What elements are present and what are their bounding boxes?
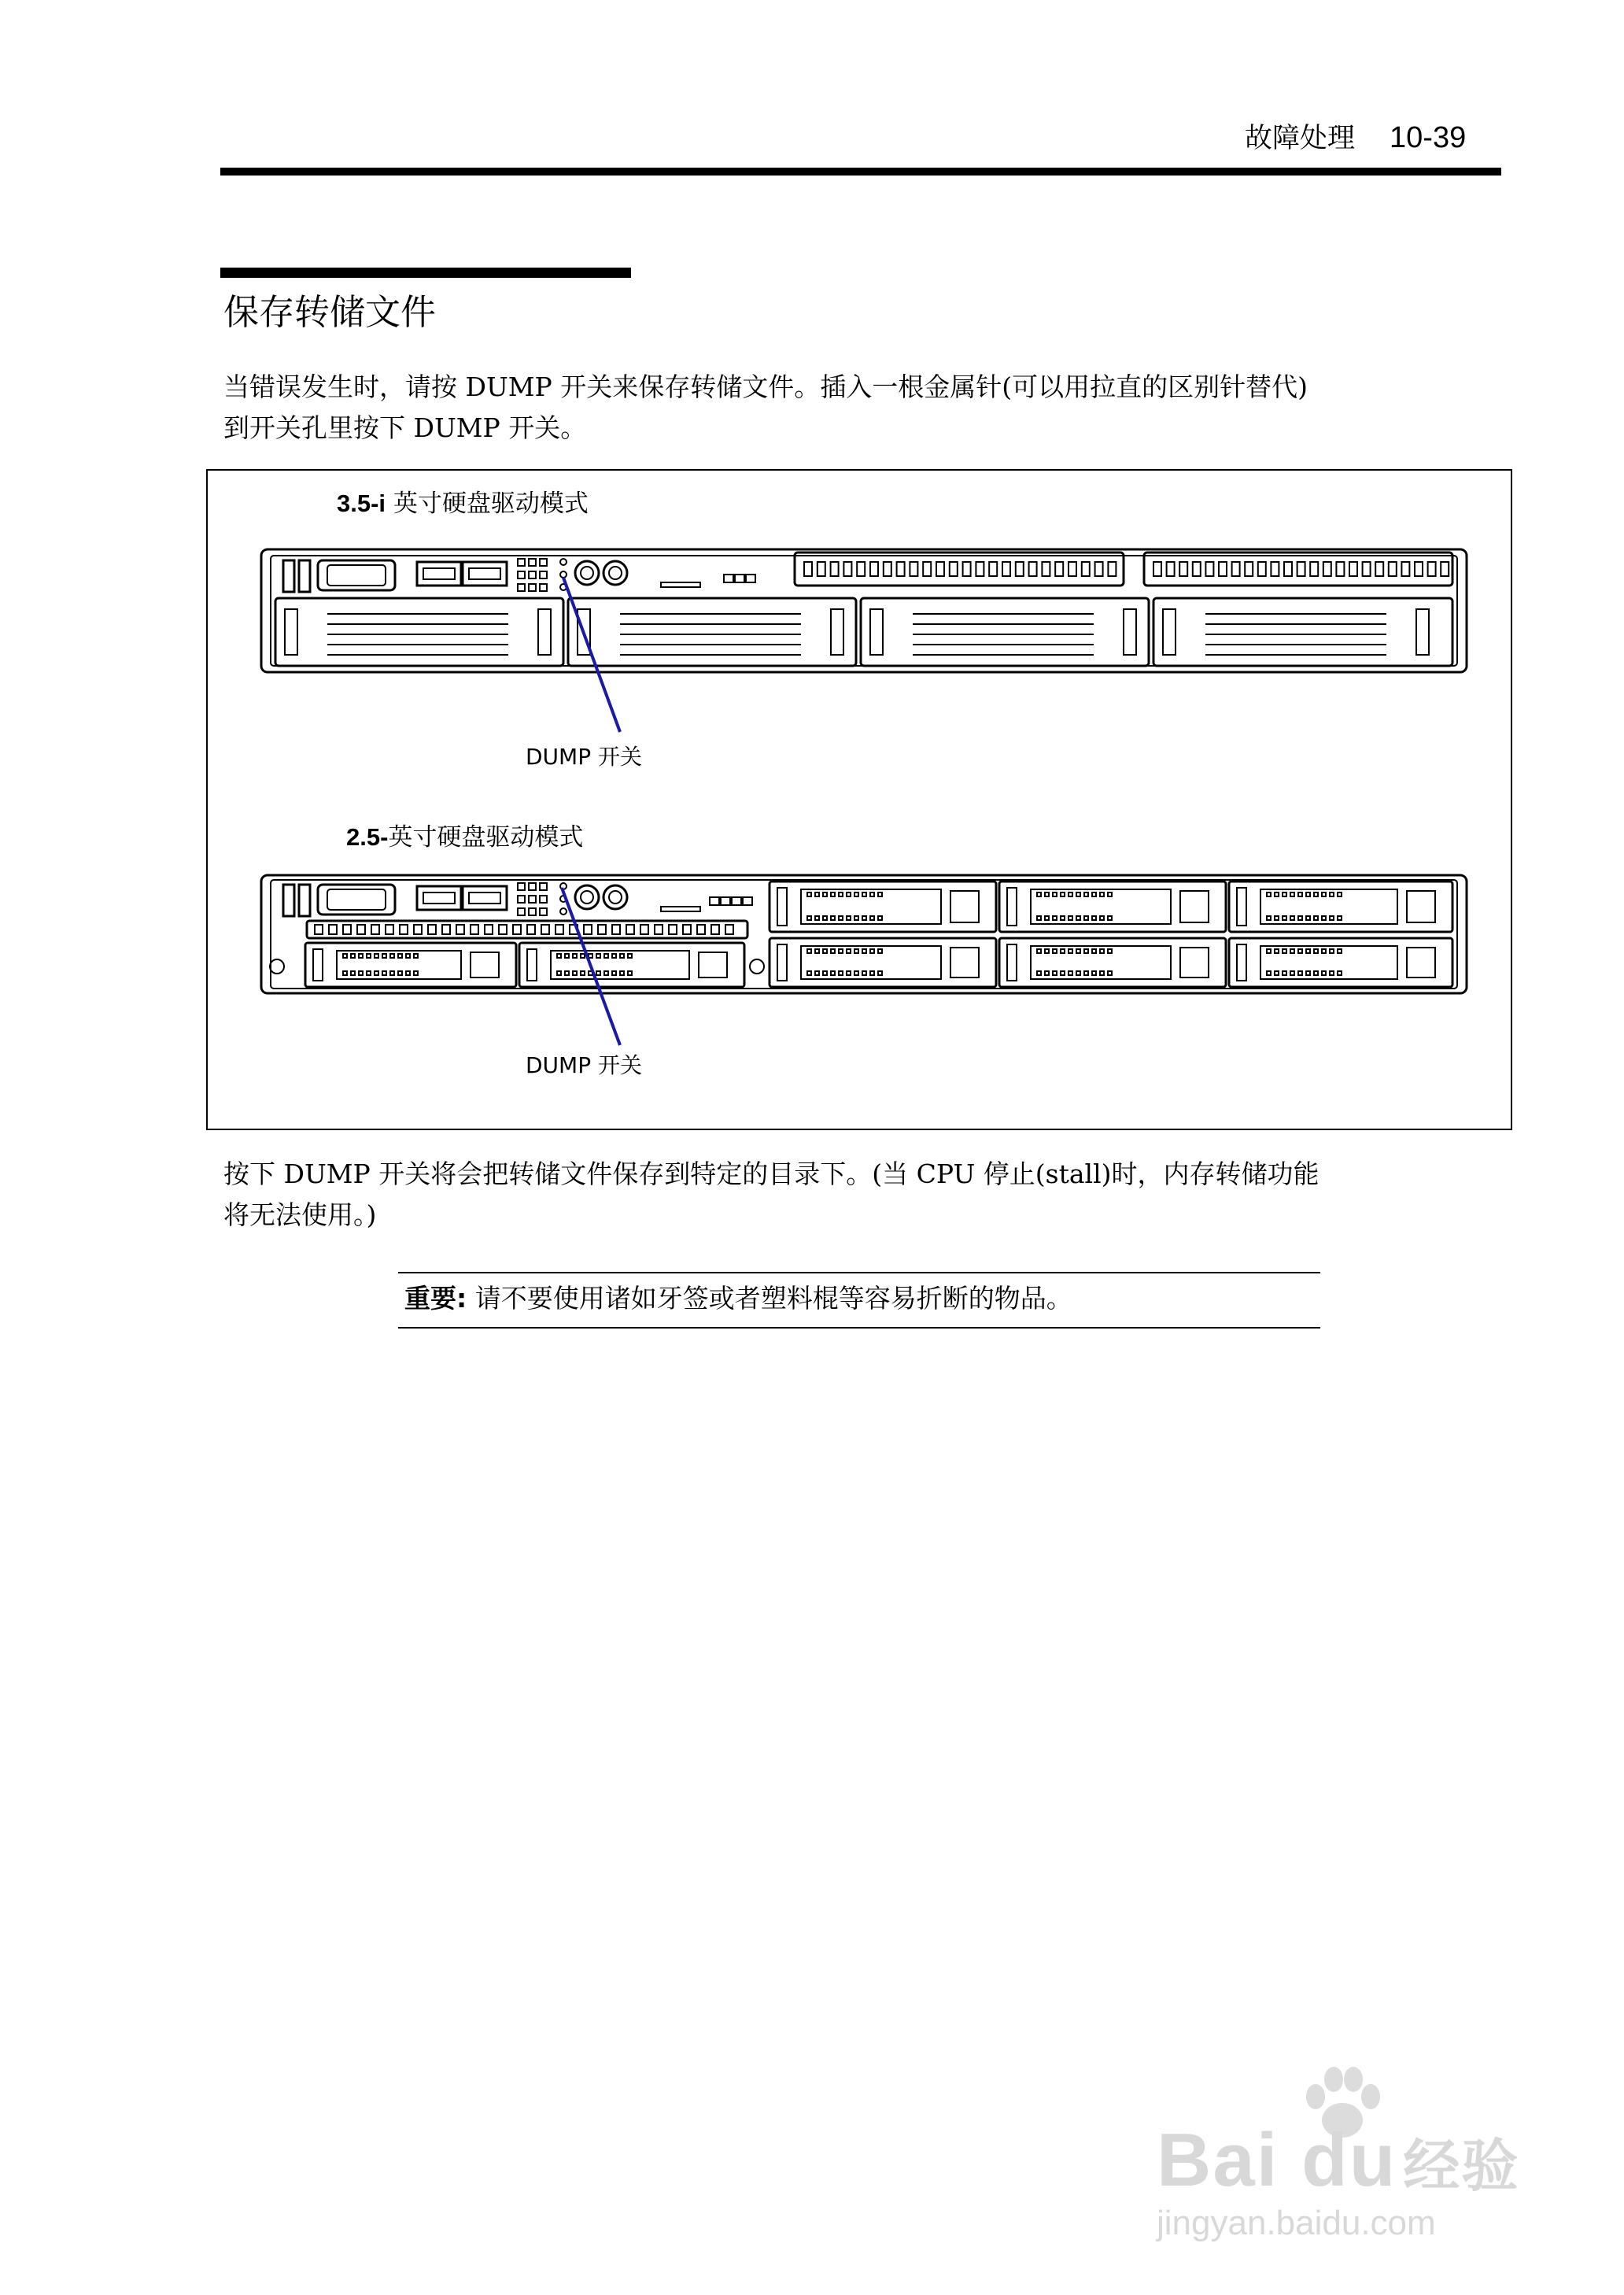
bay-dot [1338,971,1342,975]
vent-slot [400,925,408,934]
vent-slot [804,562,812,576]
vent-slot [711,925,719,934]
vent-slot [1029,562,1037,576]
vent-slot [976,562,984,576]
bay-dot [1290,893,1294,896]
bay-dot [1267,971,1271,975]
bay-dot [343,954,347,958]
watermark-brand [1157,2117,1519,2204]
bay-dot [382,971,386,975]
bay-dot [847,971,851,975]
figure-label-35 [337,483,589,519]
bay-dot [847,916,851,920]
bay-dot [1314,971,1318,975]
bay-dot [839,916,843,920]
vent-slot [910,562,917,576]
bay-handle [1180,891,1209,922]
bay-dot [1306,893,1310,896]
bay-dot [390,971,394,975]
important-note [404,1278,1072,1319]
vent-slot [843,562,851,576]
bay-dot [1053,949,1057,953]
vent-slot [640,925,648,934]
bay-dot [1045,949,1049,953]
bay-dot [1069,893,1072,896]
intro-paragraph [223,367,1308,449]
vent-slot [329,925,337,934]
bay-latch [1007,944,1017,981]
bay-latch [285,609,297,655]
bay-dot [1108,893,1112,896]
vent-slot [1297,562,1305,576]
bay-dot [1330,916,1334,920]
dump-callout-line-25-stroke [562,888,620,1045]
vent-slot [343,925,351,934]
bay-dot [1290,971,1294,975]
bay-dot [1314,916,1318,920]
bay-latch [870,609,883,655]
bay-latch [1237,944,1246,981]
bay-dot [807,949,811,953]
vent-slot [414,925,422,934]
vent-slot [1401,562,1409,576]
vent-slot [963,562,971,576]
bay-dot [870,949,874,953]
bay-dot [862,893,866,896]
page-number: 10-39 [1390,121,1467,154]
bay-dot [1290,949,1294,953]
bay-dot [406,954,410,958]
vent-slot [923,562,931,576]
vent-slot [936,562,944,576]
vent-slot [1002,562,1010,576]
bay-dot [1267,949,1271,953]
vent-slot [485,925,493,934]
bay-dot [823,949,827,953]
bay-dot [847,893,851,896]
after-line-1: 按下 DUMP 开关将会把转储文件保存到特定的目录下。(当 CPU 停止(stall)时，内存转储功能 [223,1159,1320,1189]
bay-dot [1045,893,1049,896]
bay-dot [854,893,858,896]
note-bottom-rule [398,1327,1320,1329]
note-text: 请不要使用诸如牙签或者塑料棍等容易折断的物品。 [467,1283,1072,1314]
vent-slot [1323,562,1331,576]
bay-dot [1076,971,1080,975]
bay-dot [359,954,363,958]
bay-dot [823,893,827,896]
vent-slot [1055,562,1063,576]
bay-dot [815,949,819,953]
bay-dot [1053,916,1057,920]
bay-dot [1084,916,1088,920]
vent-slot [1415,562,1423,576]
intro-line-2: 到开关孔里按下 DUMP 开关。 [223,412,587,443]
bay-dot [1314,893,1318,896]
vent-slot [1441,562,1449,576]
bay-dot [1275,949,1279,953]
vent-slot [1069,562,1076,576]
bay-dot [1267,893,1271,896]
vent-slot [1428,562,1436,576]
bay-dot [823,916,827,920]
bay-dot [367,954,371,958]
bay-dot [1330,949,1334,953]
bay-handle [1407,948,1435,978]
vent-slot [831,562,839,576]
bay-dot [1100,916,1104,920]
bay-dot [367,971,371,975]
bay-dot [1100,971,1104,975]
section-title-rule [220,268,631,278]
bay-dot [854,916,858,920]
bay-dot [1298,916,1302,920]
chapter-name: 故障处理 [1245,123,1356,154]
vent-slot [527,925,535,934]
bay-dot [1338,949,1342,953]
bay-dot [1045,971,1049,975]
bay-dot [1306,971,1310,975]
vent-slot [1375,562,1383,576]
vent-slot [428,925,436,934]
bay-dot [1045,916,1049,920]
bay-dot [351,971,355,975]
bay-dot [1061,971,1065,975]
vent-slot [1193,562,1201,576]
server-front-35-diagram [260,543,1471,678]
bay-dot [862,916,866,920]
vent-slot [1363,562,1371,576]
bay-dot [1053,971,1057,975]
bay-dot [1061,949,1065,953]
bay-dot [1076,916,1080,920]
server-front-25-diagram [260,869,1471,1000]
vent-slot [818,562,825,576]
vent-slot [456,925,464,934]
vent-slot [989,562,997,576]
intro-line-1: 当错误发生时，请按 DUMP 开关来保存转储文件。插入一根金属针(可以用拉直的区别针替代) [223,371,1308,402]
bay-handle [1180,948,1209,978]
bay-dot [1338,893,1342,896]
bay-handle [1407,891,1435,922]
bay-latch [1416,609,1429,655]
bay-dot [1061,893,1065,896]
vent-slot [1389,562,1397,576]
bay-dot [807,971,811,975]
dump-callout-line-35 [551,575,629,740]
bay-latch [777,944,787,981]
vent-slot [499,925,507,934]
bay-dot [1037,916,1041,920]
vent-slot [725,925,733,934]
bay-dot [870,971,874,975]
bay-dot [831,916,835,920]
bay-dot [382,954,386,958]
bay-dot [1076,949,1080,953]
bay-latch [538,609,551,655]
bay-dot [862,949,866,953]
bay-latch [1163,609,1176,655]
after-paragraph [223,1154,1320,1236]
vent-slot [357,925,365,934]
bay-dot [1298,949,1302,953]
bay-dot [854,971,858,975]
bay-dot [1053,893,1057,896]
bay-dot [1092,916,1096,920]
watermark-brand-text: Bai du [1157,2118,1397,2202]
watermark-cn: 经验 [1403,2135,1520,2198]
bay-dot [831,949,835,953]
bay-dot [1108,916,1112,920]
bay-dot [1061,916,1065,920]
vent-slot [683,925,691,934]
vent-slot [471,925,478,934]
bay-dot [847,949,851,953]
vent-slot [541,925,549,934]
bay-dot [1275,916,1279,920]
bay-dot [1092,949,1096,953]
bay-dot [1108,971,1112,975]
bay-dot [343,971,347,975]
vent-slot [1284,562,1292,576]
vent-slot [1271,562,1279,576]
bay-dot [398,971,402,975]
bay-dot [831,971,835,975]
bay-dot [414,954,418,958]
bay-dot [1084,971,1088,975]
bay-dot [1283,916,1286,920]
bay-dot [815,971,819,975]
bay-dot [1298,971,1302,975]
bay-dot [815,893,819,896]
vent-slot [1205,562,1213,576]
vent-slot [1258,562,1266,576]
bay-dot [1037,949,1041,953]
vent-slot [950,562,958,576]
bay-dot [831,893,835,896]
vent-slot [857,562,865,576]
vent-slot [1349,562,1357,576]
note-top-rule [398,1272,1320,1273]
bay-handle [699,952,727,978]
watermark-url: jingyan.baidu.com [1157,2204,1436,2242]
bay-dot [1314,949,1318,953]
bay-dot [390,954,394,958]
bay-latch [313,949,323,981]
bay-dot [807,916,811,920]
bay-dot [1076,893,1080,896]
bay-dot [1306,916,1310,920]
bay-handle [471,952,499,978]
bay-dot [1322,893,1326,896]
dump-callout-line-25 [551,885,629,1053]
bay-dot [1100,893,1104,896]
bay-dot [870,916,874,920]
bay-dot [1283,949,1286,953]
bay-dot [1267,916,1271,920]
bay-dot [807,893,811,896]
running-header [1245,116,1466,156]
bay-dot [1037,971,1041,975]
bay-latch [1124,609,1136,655]
bay-dot [839,893,843,896]
vent-slot [513,925,521,934]
bay-dot [398,954,402,958]
bay-dot [1322,949,1326,953]
bay-latch [777,888,787,926]
bay-dot [1330,893,1334,896]
header-rule [220,168,1501,176]
vent-slot [1336,562,1344,576]
bay-dot [1275,893,1279,896]
vent-slot [897,562,905,576]
bay-dot [1322,916,1326,920]
bay-dot [1037,893,1041,896]
vent-slot [371,925,379,934]
vent-slot [1042,562,1050,576]
dump-switch-callout-25: DUMP 开关 [526,1052,642,1078]
vent-slot [386,925,393,934]
bay-dot [878,949,882,953]
dump-callout-line-35-stroke [563,578,620,732]
bay-dot [878,971,882,975]
bay-dot [878,916,882,920]
bay-dot [1084,893,1088,896]
vent-slot [1179,562,1187,576]
vent-slot [1016,562,1024,576]
bay-dot [1092,893,1096,896]
bay-dot [878,893,882,896]
bay-dot [414,971,418,975]
bay-dot [375,971,378,975]
bay-dot [1283,971,1286,975]
vent-slot [669,925,677,934]
bay-dot [1100,949,1104,953]
bay-dot [1069,916,1072,920]
bay-latch [831,609,843,655]
vent-slot [442,925,450,934]
bay-latch [1007,888,1017,926]
bay-dot [359,971,363,975]
bay-latch [1237,888,1246,926]
dump-switch-callout-35: DUMP 开关 [526,744,642,770]
vent-slot [1167,562,1175,576]
vent-slot [884,562,891,576]
bay-dot [862,971,866,975]
bay-dot [1290,916,1294,920]
bay-dot [1330,971,1334,975]
vent-slot [655,925,663,934]
bay-dot [1108,949,1112,953]
vent-slot [1232,562,1240,576]
vent-slot [1082,562,1090,576]
vent-slot [1153,562,1161,576]
bay-dot [839,971,843,975]
after-line-2: 将无法使用。) [223,1199,377,1230]
figure-label-25 [346,817,583,852]
bay-dot [839,949,843,953]
vent-slot [870,562,878,576]
bay-dot [1084,949,1088,953]
bay-dot [375,954,378,958]
bay-dot [1283,893,1286,896]
vent-slot [1310,562,1318,576]
section-title: 保存转储文件 [223,291,437,333]
bay-dot [1306,949,1310,953]
baidu-watermark [1157,2065,1566,2246]
bay-dot [351,954,355,958]
bay-dot [1069,949,1072,953]
figure-label-25-bold: 2.5- [346,823,389,851]
vent-slot [1095,562,1103,576]
bay-handle [950,948,979,978]
bay-dot [1069,971,1072,975]
bay-dot [1322,971,1326,975]
bay-dot [823,971,827,975]
figure-label-35-text: 英寸硬盘驱动模式 [386,490,589,518]
vent-slot [1245,562,1253,576]
vent-slot [1219,562,1227,576]
bay-dot [1092,971,1096,975]
vent-slot [1108,562,1116,576]
bay-handle [950,891,979,922]
bay-dot [1275,971,1279,975]
bay-dot [1338,916,1342,920]
vent-slot [697,925,705,934]
vent-slot [315,925,323,934]
bay-dot [854,949,858,953]
figure-label-25-text: 英寸硬盘驱动模式 [388,823,584,852]
bay-latch [527,949,537,981]
bay-dot [870,893,874,896]
figure-label-35-bold: 3.5-i [337,490,386,517]
bay-dot [815,916,819,920]
bay-dot [1298,893,1302,896]
bay-dot [406,971,410,975]
note-label: 重要: [404,1283,467,1314]
